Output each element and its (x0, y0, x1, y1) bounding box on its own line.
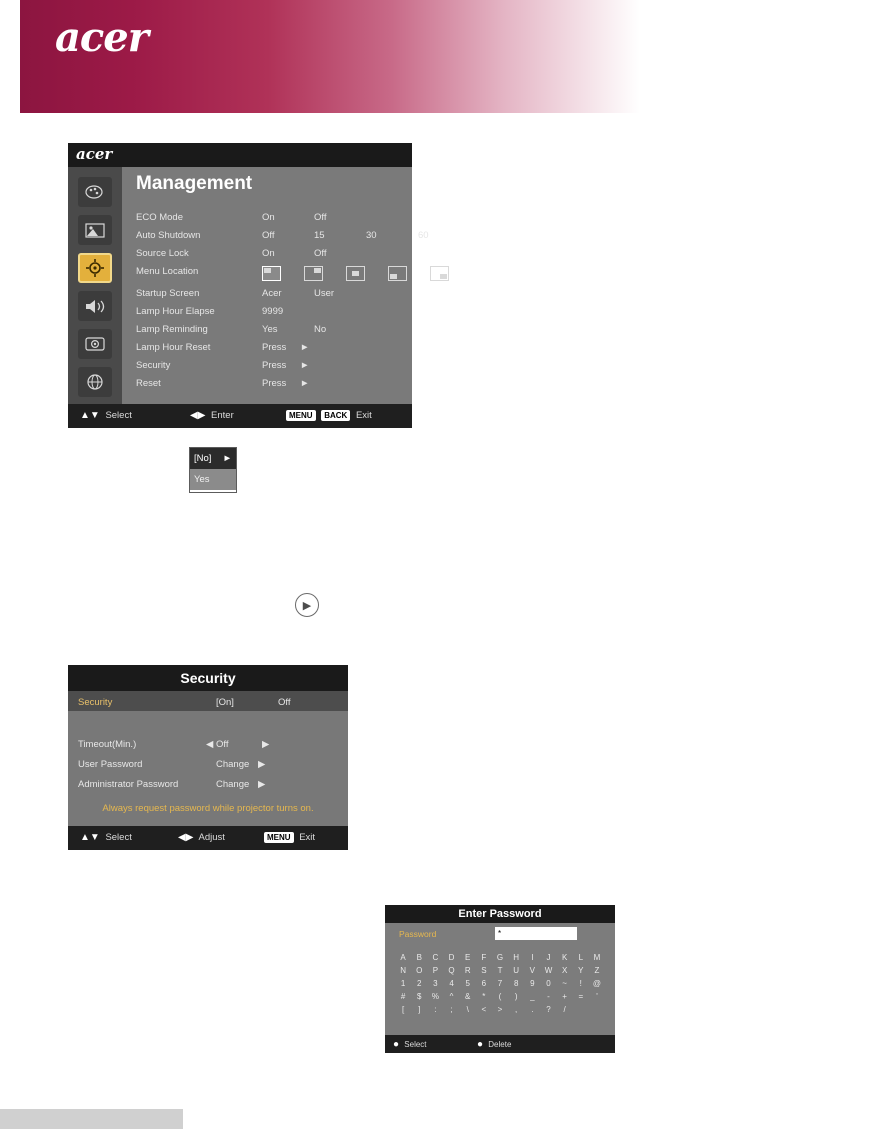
row-value-change[interactable]: Change (216, 759, 250, 770)
key[interactable]: S (481, 966, 487, 975)
row-auto-shutdown[interactable] (136, 227, 429, 245)
press-arrow-icon: ► (300, 378, 310, 389)
sidebar-item-management[interactable] (78, 253, 112, 283)
footer-select-label: Select (404, 1040, 427, 1049)
key[interactable]: 7 (497, 979, 503, 988)
footer-select (80, 410, 132, 421)
password-osd-footer (385, 1035, 615, 1053)
keyboard-row (395, 951, 605, 964)
key[interactable]: B (416, 953, 422, 962)
row-value-timeout[interactable]: Off (216, 739, 229, 750)
row-value-30[interactable]: 30 (366, 230, 377, 241)
confirm-option-yes[interactable] (190, 469, 236, 490)
projector-icon (85, 336, 105, 352)
key[interactable]: ! (579, 979, 582, 988)
key[interactable]: O (416, 966, 423, 975)
confirm-option-yes-label: Yes (194, 474, 210, 485)
key[interactable]: C (432, 953, 439, 962)
page-footer-bar (0, 1109, 183, 1129)
menu-location-bottom-right-icon[interactable] (430, 266, 449, 281)
keyboard-row (395, 977, 605, 990)
footer-enter-label: Enter (211, 410, 234, 421)
row-security[interactable] (136, 357, 408, 375)
footer-select-label: Select (105, 832, 132, 843)
key[interactable]: R (464, 966, 471, 975)
key[interactable]: 6 (481, 979, 487, 988)
menu-key-icon: MENU (286, 410, 316, 421)
key[interactable]: [ (401, 1005, 405, 1014)
row-value-hours: 9999 (262, 306, 284, 317)
row-label: Lamp Hour Elapse (136, 306, 215, 317)
play-arrow-icon: ▶ (295, 593, 319, 617)
footer-exit (286, 410, 372, 421)
back-key-icon: BACK (321, 410, 350, 421)
management-osd-panel (68, 143, 429, 428)
row-reset[interactable] (136, 375, 408, 393)
menu-location-center-icon[interactable] (346, 266, 365, 281)
row-user-password[interactable] (78, 755, 342, 775)
key[interactable]: @ (592, 979, 602, 988)
row-timeout[interactable] (78, 735, 342, 755)
up-down-arrows-icon: ▲▼ (80, 832, 100, 843)
key[interactable]: ^ (449, 992, 454, 1001)
row-value-on[interactable]: On (262, 212, 275, 223)
security-panel-title: Security (68, 665, 348, 691)
key[interactable]: K (561, 953, 568, 962)
key[interactable]: $ (417, 992, 422, 1001)
key[interactable]: ; (450, 1005, 453, 1014)
row-value-press[interactable]: Press (262, 360, 287, 371)
row-startup-screen[interactable] (136, 285, 408, 303)
footer-adjust-label: Adjust (198, 832, 225, 843)
left-right-arrows-icon: ◀▶ (178, 832, 194, 843)
key[interactable]: . (531, 1005, 534, 1014)
key[interactable]: A (400, 953, 406, 962)
key[interactable]: % (431, 992, 439, 1001)
row-label: Auto Shutdown (136, 230, 201, 241)
press-arrow-icon: ► (300, 342, 310, 353)
up-down-arrows-icon: ▲▼ (80, 410, 100, 421)
key[interactable]: D (448, 953, 455, 962)
key[interactable]: , (515, 1005, 518, 1014)
sidebar-item-language[interactable] (78, 367, 112, 397)
row-label: ECO Mode (136, 212, 183, 223)
key[interactable]: L (578, 953, 584, 962)
footer-delete-label: Delete (488, 1040, 512, 1049)
row-label: Menu Location (136, 266, 199, 277)
key[interactable]: 1 (400, 979, 406, 988)
key[interactable]: ) (514, 992, 518, 1001)
key[interactable]: Z (594, 966, 600, 975)
row-label: User Password (78, 759, 143, 770)
security-note: Always request password while projector turns on. (102, 803, 314, 814)
row-label: Timeout(Min.) (78, 739, 137, 750)
footer-exit-label: Exit (355, 410, 372, 422)
menu-location-top-left-icon[interactable] (262, 266, 281, 281)
row-lamp-hour-reset[interactable] (136, 339, 408, 357)
key[interactable]: G (496, 953, 504, 962)
menu-location-bottom-left-icon[interactable] (388, 266, 407, 281)
key[interactable]: _ (530, 992, 535, 1001)
color-palette-icon (85, 184, 105, 200)
osd-footer (68, 404, 412, 428)
footer-adjust (178, 832, 225, 843)
row-label: Security (136, 360, 171, 371)
key[interactable]: \ (466, 1005, 469, 1014)
row-value-no[interactable]: No (314, 324, 327, 335)
row-value-on[interactable]: On (262, 248, 275, 259)
key[interactable]: > (497, 1005, 503, 1014)
security-osd-panel (68, 665, 348, 850)
language-globe-icon (85, 373, 105, 391)
left-arrow-icon[interactable]: ◀ (206, 739, 214, 750)
key[interactable]: H (513, 953, 520, 962)
key[interactable]: Y (578, 966, 584, 975)
key[interactable]: X (561, 966, 568, 975)
speaker-icon (84, 298, 106, 315)
row-value-off[interactable]: Off (262, 230, 275, 241)
row-security[interactable] (78, 693, 342, 713)
keyboard-row (395, 1003, 605, 1016)
osd-titlebar (68, 143, 412, 167)
footer-exit (264, 832, 315, 843)
right-arrow-icon: ▶ (258, 759, 266, 770)
row-value-acer[interactable]: Acer (262, 288, 282, 299)
row-label: Lamp Reminding (136, 324, 208, 335)
footer-select (80, 832, 132, 843)
key[interactable]: 3 (433, 979, 438, 988)
row-value-user[interactable]: User (314, 288, 335, 299)
right-arrow-icon[interactable]: ▶ (262, 739, 270, 750)
left-right-arrows-icon: ◀▶ (190, 410, 206, 421)
management-gear-icon (85, 258, 105, 278)
row-menu-location[interactable] (136, 263, 408, 285)
key[interactable]: + (562, 992, 567, 1001)
footer-exit-label: Exit (299, 832, 316, 844)
key[interactable]: Q (448, 966, 455, 975)
keyboard-row (395, 990, 605, 1003)
menu-key-icon: MENU (264, 832, 294, 843)
key[interactable]: ] (418, 1005, 421, 1014)
key[interactable]: # (400, 992, 406, 1001)
key[interactable]: I (531, 953, 534, 962)
menu-location-top-right-icon[interactable] (304, 266, 323, 281)
security-osd-footer (68, 826, 348, 850)
row-value-60[interactable]: 60 (418, 230, 429, 241)
confirm-option-no-label: [No] (194, 453, 212, 464)
management-settings-list (136, 209, 429, 393)
acer-logo: acer (55, 14, 148, 61)
row-eco-mode[interactable] (136, 209, 408, 227)
password-keyboard[interactable] (395, 951, 605, 1016)
key[interactable]: = (578, 992, 584, 1001)
key[interactable]: 9 (530, 979, 535, 988)
key[interactable]: < (481, 1005, 487, 1014)
enter-key-icon: ● (393, 1039, 400, 1050)
page-title: Management (136, 173, 253, 194)
row-value-change[interactable]: Change (216, 779, 250, 790)
row-source-lock[interactable] (136, 245, 408, 263)
key[interactable]: : (434, 1005, 437, 1014)
footer-select-label: Select (105, 410, 132, 421)
confirm-popup[interactable] (189, 447, 237, 493)
footer-select (393, 1039, 427, 1050)
key[interactable]: N (400, 966, 406, 975)
row-lamp-reminding[interactable] (136, 321, 408, 339)
sidebar-item-color[interactable] (78, 177, 112, 207)
sidebar-item-image[interactable] (78, 215, 112, 245)
confirm-option-no[interactable] (190, 448, 236, 469)
row-value-15[interactable]: 15 (314, 230, 325, 241)
row-value-on[interactable]: [On] (216, 697, 234, 708)
delete-key-icon: ● (477, 1039, 484, 1050)
row-value-yes[interactable]: Yes (262, 324, 278, 335)
osd-body (122, 167, 429, 404)
press-arrow-icon: ► (300, 360, 310, 371)
key[interactable]: 0 (546, 979, 551, 988)
key[interactable]: M (593, 953, 601, 962)
image-icon (85, 223, 105, 238)
row-administrator-password[interactable] (78, 775, 342, 795)
row-label: Administrator Password (78, 779, 179, 790)
row-label: Lamp Hour Reset (136, 342, 211, 353)
row-value-off[interactable]: Off (314, 248, 327, 259)
spacer-row (78, 713, 342, 735)
row-label: Source Lock (136, 248, 189, 259)
sidebar-item-audio[interactable] (78, 291, 112, 321)
sidebar-item-projector[interactable] (78, 329, 112, 359)
key[interactable]: ' (596, 992, 598, 1001)
key[interactable]: ( (498, 992, 502, 1001)
row-label: Reset (136, 378, 161, 389)
key[interactable]: 2 (417, 979, 422, 988)
key[interactable]: F (481, 953, 487, 962)
acer-logo-osd: acer (76, 145, 113, 163)
row-value-off[interactable]: Off (278, 697, 291, 708)
key[interactable]: E (465, 953, 471, 962)
footer-enter (190, 410, 234, 421)
key[interactable]: J (546, 953, 551, 962)
row-value-press[interactable]: Press (262, 342, 287, 353)
password-panel-title: Enter Password (385, 905, 615, 923)
row-label: Startup Screen (136, 288, 200, 299)
key[interactable]: 5 (465, 979, 470, 988)
key[interactable]: & (465, 992, 471, 1001)
enter-password-osd-panel (385, 905, 615, 1053)
row-label: Security (78, 697, 113, 708)
key[interactable]: P (432, 966, 439, 975)
security-settings-list (78, 693, 342, 795)
password-input[interactable]: * (495, 927, 577, 940)
password-label: Password (399, 929, 437, 939)
page-header-banner (20, 0, 640, 113)
keyboard-row (395, 964, 605, 977)
osd-sidebar (68, 167, 122, 404)
key[interactable]: 8 (513, 979, 519, 988)
row-value-off[interactable]: Off (314, 212, 327, 223)
key[interactable]: ? (546, 1005, 551, 1014)
row-value-press[interactable]: Press (262, 378, 287, 389)
key[interactable]: U (513, 966, 520, 975)
key[interactable]: / (563, 1005, 566, 1014)
right-arrow-icon: ▶ (258, 779, 266, 790)
key[interactable]: V (529, 966, 535, 975)
key[interactable]: 4 (449, 979, 454, 988)
key[interactable]: W (544, 966, 553, 975)
key[interactable]: ~ (562, 979, 567, 988)
right-arrow-icon: ► (222, 453, 232, 464)
footer-delete (477, 1039, 511, 1050)
key[interactable]: * (482, 992, 486, 1001)
key[interactable]: - (547, 992, 550, 1001)
key[interactable]: T (497, 966, 503, 975)
row-lamp-hour-elapse (136, 303, 408, 321)
